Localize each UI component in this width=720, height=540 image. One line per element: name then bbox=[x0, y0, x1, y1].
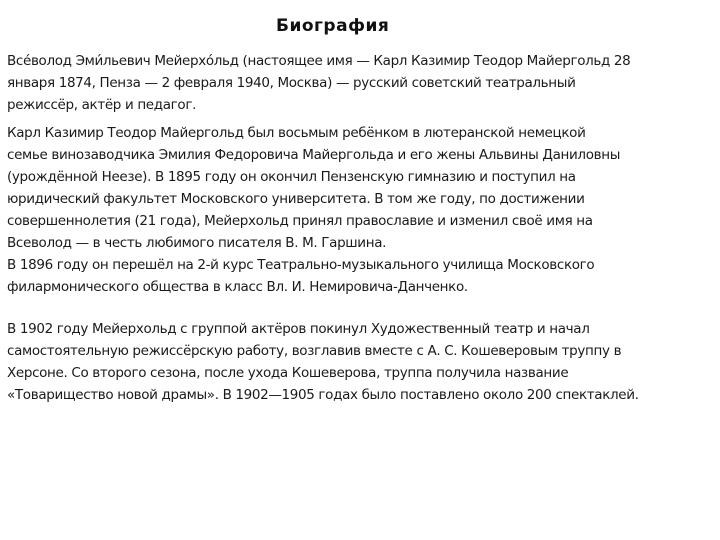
text-line: совершеннолетия (21 года), Мейерхольд принял православие и изменил своё имя на bbox=[7, 213, 593, 229]
text-line: семье винозаводчика Эмилия Федоровича Майергольда и его жены Альвины Даниловны bbox=[7, 147, 621, 163]
page-title: Биография bbox=[276, 16, 390, 36]
text-line: юридический факультет Московского университета. В том же году, по достижении bbox=[7, 191, 585, 207]
text-line: Всеволод — в честь любимого писателя В. М. Гаршина. bbox=[7, 235, 387, 251]
text-line: филармонического общества в класс Вл. И. Немировича-Данченко. bbox=[7, 279, 468, 295]
text-line: января 1874, Пенза — 2 февраля 1940, Москва) — русский советский театральный bbox=[7, 75, 576, 91]
text-line: Херсоне. Со второго сезона, после ухода Кошеверова, труппа получила название bbox=[7, 365, 569, 381]
paragraph-career bbox=[7, 318, 719, 406]
text-line: режиссёр, актёр и педагог. bbox=[7, 97, 197, 113]
paragraph-early-life bbox=[7, 122, 719, 298]
text-line: (урождённой Неезе). В 1895 году он окончил Пензенскую гимназию и поступил на bbox=[7, 169, 576, 185]
text-line: Все́волод Эми́льевич Мейерхо́льд (настоящее имя — Карл Казимир Теодор Майергольд 28 bbox=[7, 53, 631, 69]
text-line: В 1902 году Мейерхольд с группой актёров покинул Художественный театр и начал bbox=[7, 321, 590, 337]
text-line: «Товарищество новой драмы». В 1902—1905 годах было поставлено около 200 спектаклей. bbox=[7, 387, 639, 403]
text-line: Карл Казимир Теодор Майергольд был восьмым ребёнком в лютеранской немецкой bbox=[7, 125, 586, 141]
text-line: В 1896 году он перешёл на 2-й курс Театрально-музыкального училища Московского bbox=[7, 257, 595, 273]
paragraph-intro bbox=[7, 50, 719, 116]
text-line: самостоятельную режиссёрскую работу, возглавив вместе с А. С. Кошеверовым труппу в bbox=[7, 343, 622, 359]
